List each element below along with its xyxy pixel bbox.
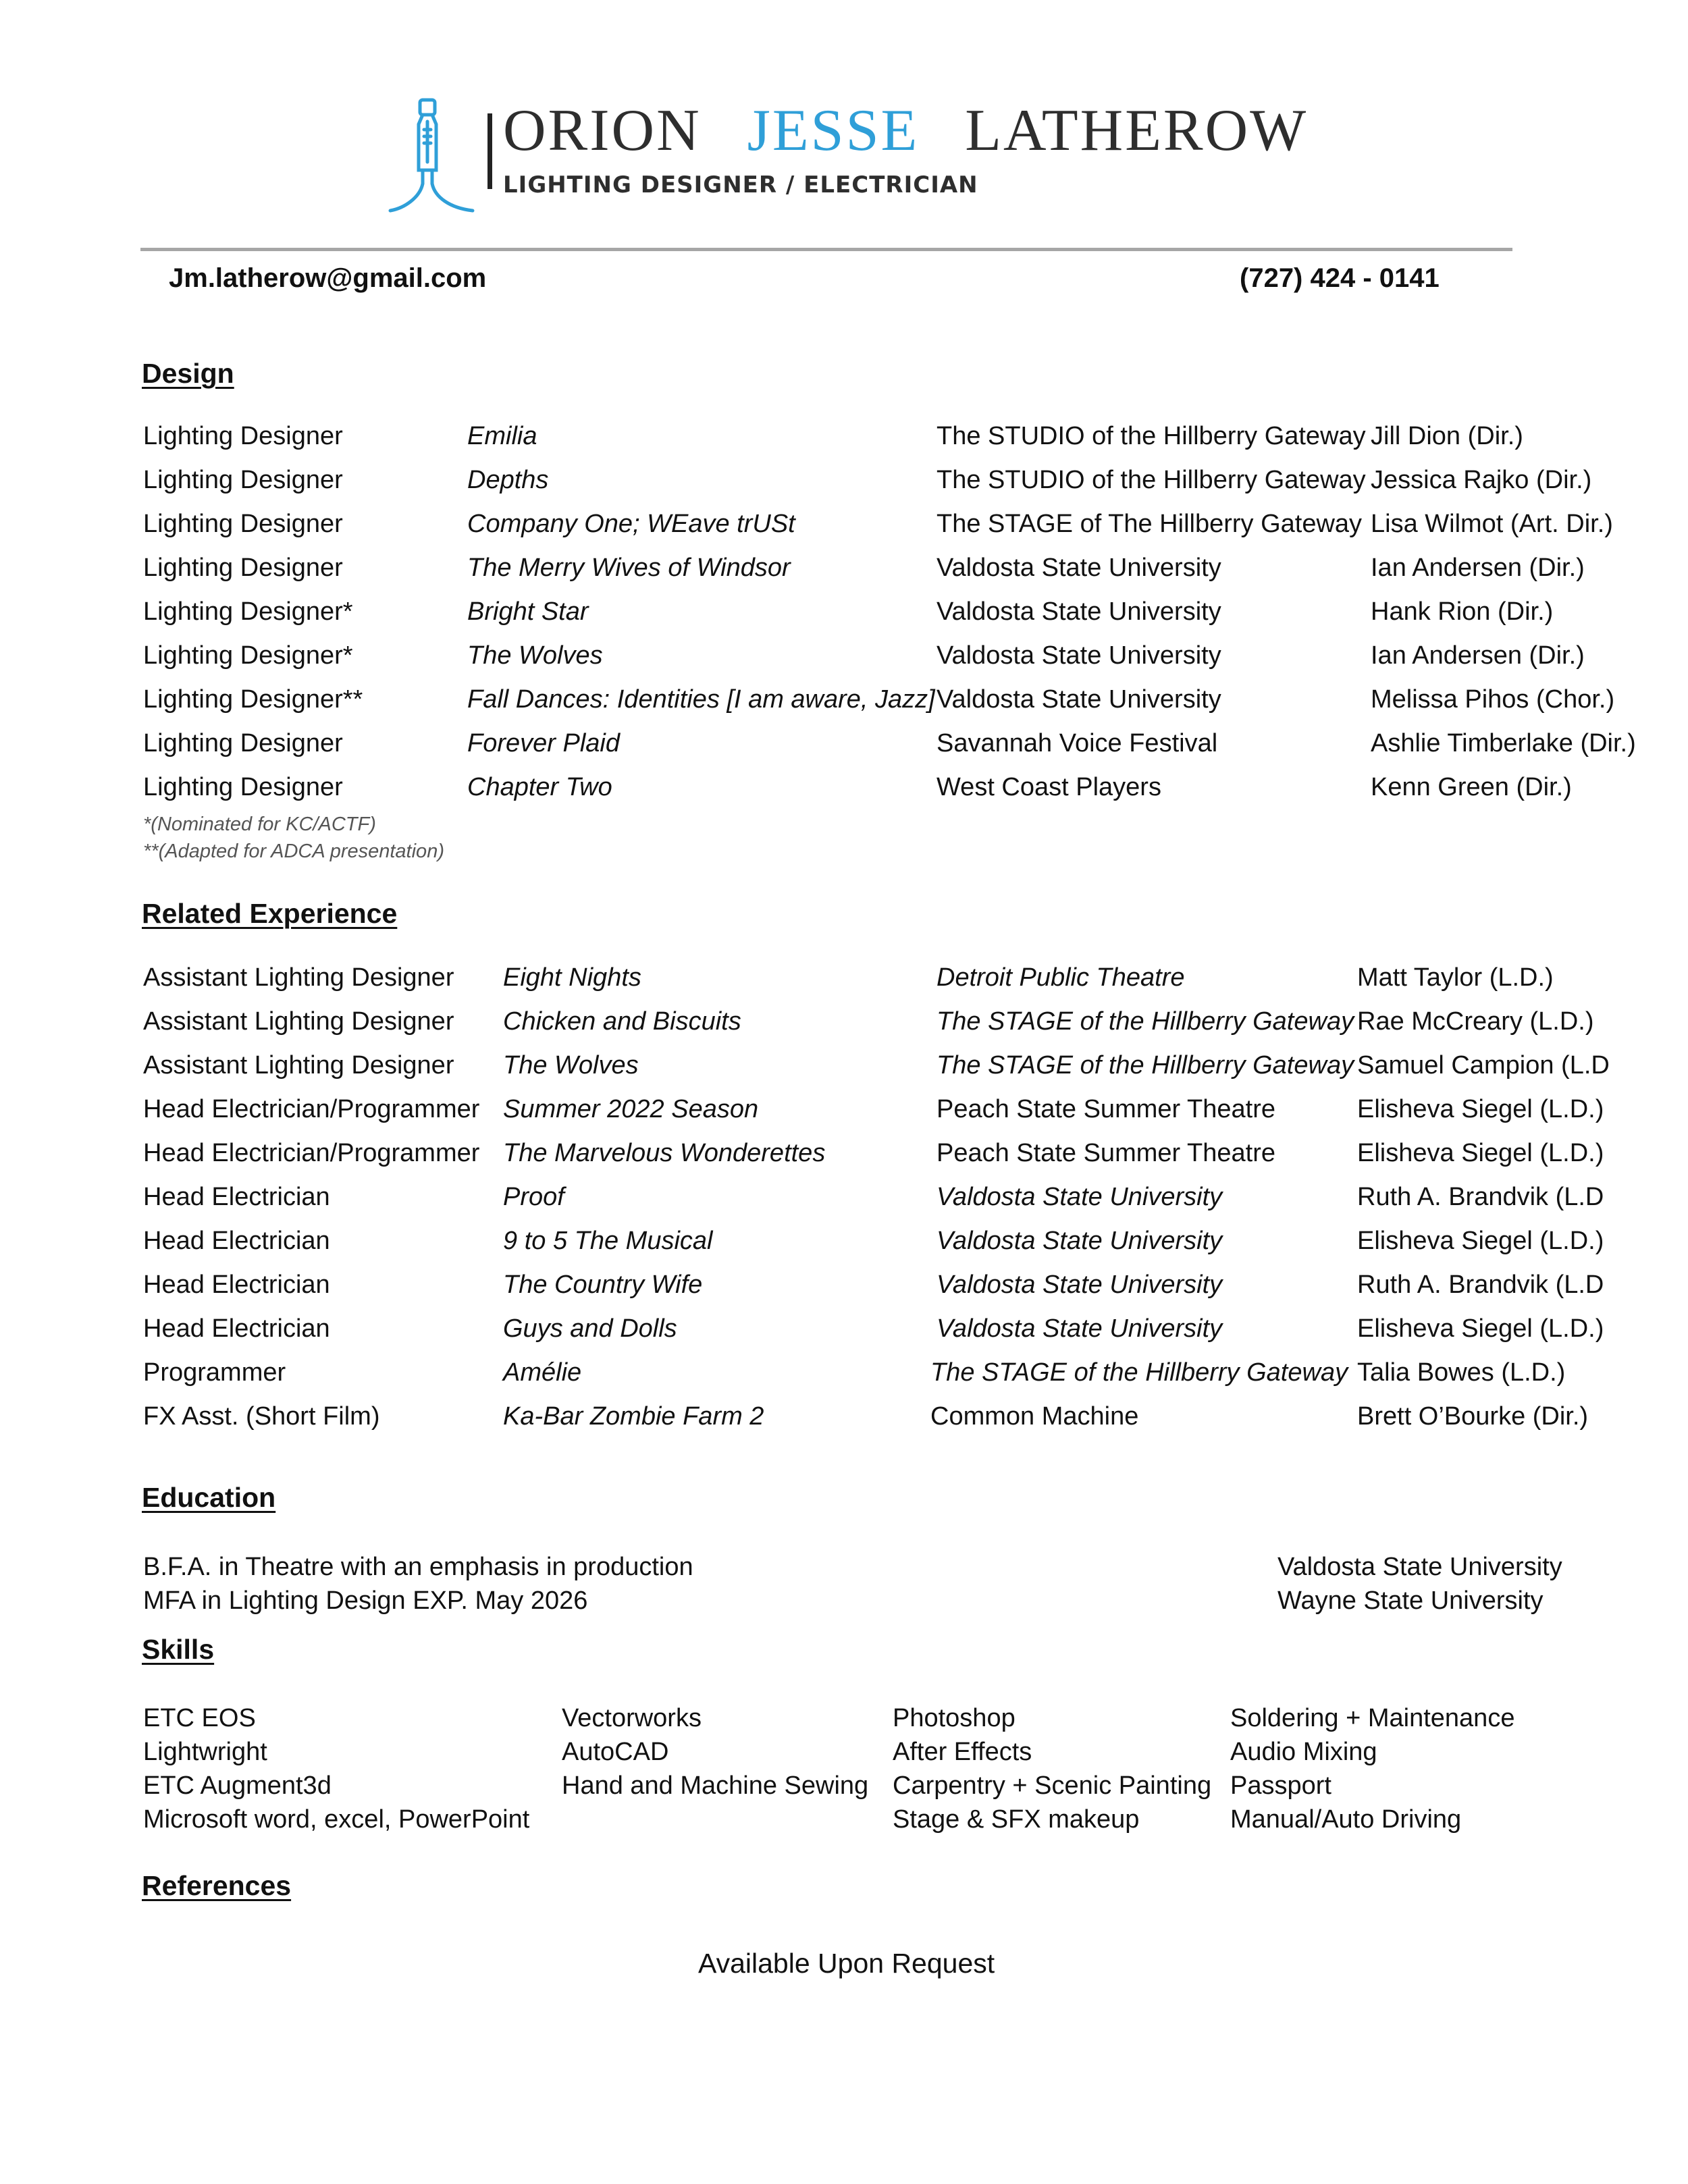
cell-venue: Valdosta State University	[937, 1314, 1223, 1343]
logo-subtitle: LIGHTING DESIGNER / ELECTRICIAN	[503, 171, 978, 198]
cell-director: Melissa Pihos (Chor.)	[1371, 685, 1615, 714]
cell-director: Hank Rion (Dir.)	[1371, 597, 1554, 626]
cell-role: Assistant Lighting Designer	[143, 1007, 454, 1036]
cell-show: Depths	[467, 466, 549, 494]
cell-venue: The STAGE of the Hillberry Gateway	[937, 1007, 1354, 1036]
logo-divider	[487, 113, 492, 189]
cell-show: Chicken and Biscuits	[503, 1007, 741, 1036]
cell-director: Rae McCreary (L.D.)	[1357, 1007, 1594, 1036]
skills-column-1	[143, 1701, 529, 1836]
cell-show: The Wolves	[467, 641, 603, 670]
cell-director: Elisheva Siegel (L.D.)	[1357, 1314, 1604, 1343]
email: Jm.latherow@gmail.com	[169, 263, 487, 293]
skill-item: Passport	[1230, 1772, 1331, 1800]
cell-director: Jessica Rajko (Dir.)	[1371, 466, 1592, 494]
cell-role: Assistant Lighting Designer	[143, 963, 454, 992]
table-row	[0, 1358, 1688, 1399]
cell-director: Talia Bowes (L.D.)	[1357, 1358, 1566, 1387]
cell-role: Head Electrician/Programmer	[143, 1095, 480, 1123]
middle-name: JESSE	[747, 98, 920, 163]
cell-role: Lighting Designer	[143, 510, 343, 538]
education-school: Valdosta State University	[1277, 1553, 1562, 1581]
light-bulb-icon	[385, 95, 479, 216]
table-row	[0, 641, 1688, 682]
design-note-2: **(Adapted for ADCA presentation)	[143, 841, 444, 862]
table-row	[0, 1402, 1688, 1443]
cell-role: Lighting Designer**	[143, 685, 363, 714]
skill-item: Photoshop	[893, 1704, 1016, 1732]
section-title-design: Design	[142, 358, 234, 389]
skills-column-4	[1230, 1701, 1514, 1836]
skill-item: Stage & SFX makeup	[893, 1805, 1140, 1834]
design-note-1: *(Nominated for KC/ACTF)	[143, 814, 376, 835]
cell-show: Summer 2022 Season	[503, 1095, 759, 1123]
skill-item: Vectorworks	[562, 1704, 702, 1732]
skill-item: AutoCAD	[562, 1738, 669, 1766]
cell-venue: The STAGE of The Hillberry Gateway	[937, 510, 1363, 538]
cell-show: 9 to 5 The Musical	[503, 1227, 713, 1255]
table-row	[0, 1227, 1688, 1267]
education-degree: B.F.A. in Theatre with an emphasis in production	[143, 1553, 693, 1581]
cell-show: The Merry Wives of Windsor	[467, 554, 791, 582]
cell-director: Jill Dion (Dir.)	[1371, 422, 1523, 450]
cell-director: Kenn Green (Dir.)	[1371, 773, 1572, 801]
cell-show: Company One; WEave trUSt	[467, 510, 795, 538]
table-row	[0, 1007, 1688, 1048]
table-row	[0, 422, 1688, 462]
cell-venue: Valdosta State University	[937, 597, 1221, 626]
cell-venue: Peach State Summer Theatre	[937, 1095, 1275, 1123]
references-note: Available Upon Request	[698, 1948, 995, 1979]
skill-item: ETC Augment3d	[143, 1772, 332, 1800]
table-row	[0, 1271, 1688, 1311]
table-row	[0, 729, 1688, 770]
skill-item: Soldering + Maintenance	[1230, 1704, 1515, 1732]
skills-column-3	[893, 1701, 1211, 1836]
cell-venue: Valdosta State University	[937, 1227, 1223, 1255]
cell-role: Head Electrician	[143, 1183, 330, 1211]
cell-director: Matt Taylor (L.D.)	[1357, 963, 1554, 992]
cell-venue: Valdosta State University	[937, 1271, 1223, 1299]
table-row	[0, 1314, 1688, 1355]
table-row	[0, 963, 1688, 1004]
table-row	[0, 685, 1688, 726]
phone: (727) 424 - 0141	[1240, 263, 1440, 293]
cell-venue: Detroit Public Theatre	[937, 963, 1185, 992]
table-row	[0, 1051, 1688, 1092]
table-row	[0, 510, 1688, 550]
table-row	[0, 1095, 1688, 1136]
cell-venue: The STAGE of the Hillberry Gateway	[937, 1051, 1354, 1080]
cell-show: Guys and Dolls	[503, 1314, 677, 1343]
cell-venue: The STUDIO of the Hillberry Gateway	[937, 422, 1366, 450]
first-name: ORION	[503, 98, 702, 163]
cell-role: Lighting Designer	[143, 773, 343, 801]
section-title-education: Education	[142, 1482, 276, 1513]
skill-item: ETC EOS	[143, 1704, 256, 1732]
cell-venue: Valdosta State University	[937, 685, 1221, 714]
skill-item: Microsoft word, excel, PowerPoint	[143, 1805, 530, 1834]
cell-venue: Valdosta State University	[937, 641, 1221, 670]
cell-show: Fall Dances: Identities [I am aware, Jazz]	[467, 685, 935, 714]
section-title-related: Related Experience	[142, 898, 398, 929]
cell-show: Forever Plaid	[467, 729, 620, 757]
cell-venue: The STUDIO of the Hillberry Gateway	[937, 466, 1366, 494]
cell-show: Bright Star	[467, 597, 589, 626]
cell-venue: Peach State Summer Theatre	[937, 1139, 1275, 1167]
last-name: LATHEROW	[965, 98, 1309, 163]
table-row	[0, 773, 1688, 814]
cell-role: Head Electrician	[143, 1227, 330, 1255]
cell-role: Head Electrician/Programmer	[143, 1139, 480, 1167]
cell-director: Ashlie Timberlake (Dir.)	[1371, 729, 1636, 757]
cell-director: Brett O’Bourke (Dir.)	[1357, 1402, 1589, 1431]
cell-role: Lighting Designer*	[143, 641, 353, 670]
skill-item: After Effects	[893, 1738, 1032, 1766]
cell-director: Samuel Campion (L.D	[1357, 1051, 1610, 1080]
section-title-references: References	[142, 1870, 292, 1901]
cell-role: Lighting Designer	[143, 729, 343, 757]
cell-director: Elisheva Siegel (L.D.)	[1357, 1139, 1604, 1167]
cell-role: Lighting Designer	[143, 554, 343, 582]
cell-director: Ian Andersen (Dir.)	[1371, 641, 1585, 670]
table-row	[0, 466, 1688, 506]
cell-venue: Savannah Voice Festival	[937, 729, 1218, 757]
skills-column-2	[562, 1701, 868, 1803]
logo-name	[503, 98, 1309, 163]
cell-director: Elisheva Siegel (L.D.)	[1357, 1227, 1604, 1255]
skill-item: Lightwright	[143, 1738, 267, 1766]
education-school: Wayne State University	[1277, 1587, 1544, 1615]
cell-show: Eight Nights	[503, 963, 641, 992]
table-row	[0, 1139, 1688, 1179]
section-title-skills: Skills	[142, 1634, 215, 1665]
table-row	[0, 597, 1688, 638]
skill-item: Carpentry + Scenic Painting	[893, 1772, 1212, 1800]
header-rule	[140, 248, 1512, 251]
cell-venue: The STAGE of the Hillberry Gateway	[930, 1358, 1348, 1387]
skill-item: Audio Mixing	[1230, 1738, 1377, 1766]
cell-director: Ruth A. Brandvik (L.D	[1357, 1271, 1604, 1299]
cell-role: Lighting Designer	[143, 466, 343, 494]
cell-director: Ruth A. Brandvik (L.D	[1357, 1183, 1604, 1211]
cell-show: The Country Wife	[503, 1271, 703, 1299]
cell-show: The Wolves	[503, 1051, 639, 1080]
cell-show: Ka-Bar Zombie Farm 2	[503, 1402, 764, 1431]
cell-show: Proof	[503, 1183, 564, 1211]
cell-director: Ian Andersen (Dir.)	[1371, 554, 1585, 582]
cell-show: The Marvelous Wonderettes	[503, 1139, 826, 1167]
skill-item: Hand and Machine Sewing	[562, 1772, 869, 1800]
table-row	[0, 1183, 1688, 1223]
cell-role: FX Asst. (Short Film)	[143, 1402, 380, 1431]
cell-show: Chapter Two	[467, 773, 612, 801]
cell-role: Assistant Lighting Designer	[143, 1051, 454, 1080]
cell-venue: Common Machine	[930, 1402, 1139, 1431]
cell-show: Amélie	[503, 1358, 582, 1387]
cell-show: Emilia	[467, 422, 537, 450]
cell-director: Lisa Wilmot (Art. Dir.)	[1371, 510, 1613, 538]
skill-item: Manual/Auto Driving	[1230, 1805, 1462, 1834]
cell-role: Head Electrician	[143, 1314, 330, 1343]
education-degree: MFA in Lighting Design EXP. May 2026	[143, 1587, 588, 1615]
cell-venue: West Coast Players	[937, 773, 1161, 801]
cell-role: Programmer	[143, 1358, 286, 1387]
cell-role: Lighting Designer	[143, 422, 343, 450]
cell-role: Head Electrician	[143, 1271, 330, 1299]
table-row	[0, 554, 1688, 594]
cell-director: Elisheva Siegel (L.D.)	[1357, 1095, 1604, 1123]
cell-venue: Valdosta State University	[937, 554, 1221, 582]
cell-role: Lighting Designer*	[143, 597, 353, 626]
cell-venue: Valdosta State University	[937, 1183, 1223, 1211]
